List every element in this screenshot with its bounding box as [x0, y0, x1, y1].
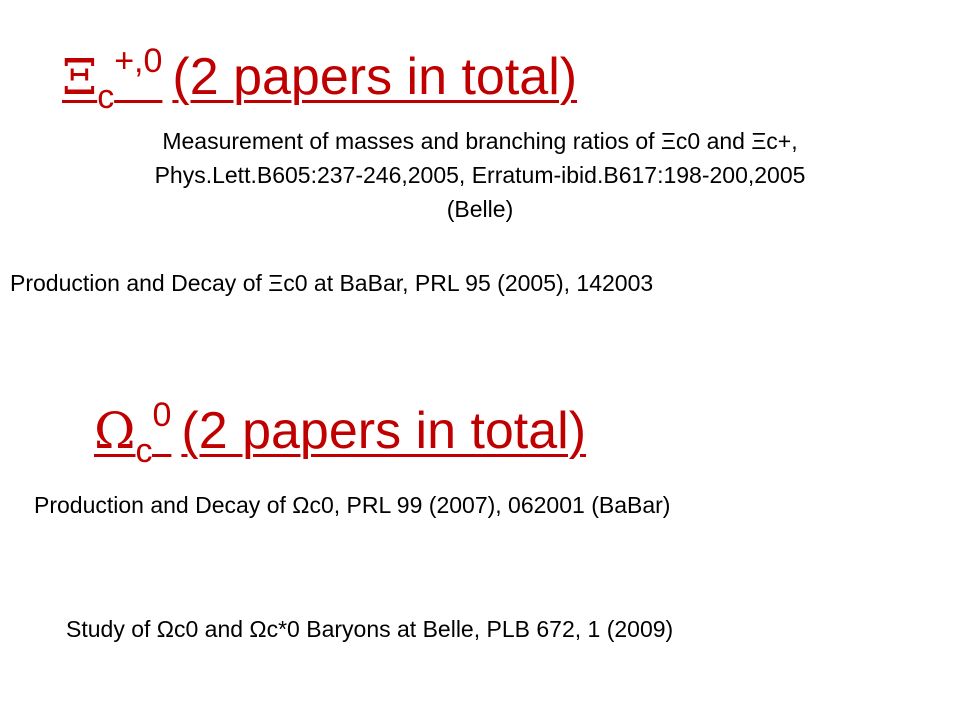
omega-subscript: c	[135, 432, 153, 470]
xi-paper-1-line-1: Measurement of masses and branching ratios of Ξc0 and Ξc+,	[162, 128, 798, 154]
xi-symbol: Ξ	[62, 48, 98, 106]
xi-subscript: c	[97, 78, 115, 116]
xi-paper-2: Production and Decay of Ξc0 at BaBar, PRL 95 (2005), 142003	[10, 270, 654, 296]
omega-paper-2: Study of Ωc0 and Ωc*0 Baryons at Belle, PLB 672, 1 (2009)	[66, 616, 674, 642]
xi-paper-1-line-2: Phys.Lett.B605:237-246,2005, Erratum-ibid.B617:198-200,2005	[154, 162, 806, 188]
xi-heading-text: (2 papers in total)	[172, 48, 578, 106]
omega-symbol: Ω	[94, 402, 136, 460]
omega-heading-text: (2 papers in total)	[181, 402, 587, 460]
omega-section-heading	[94, 398, 586, 468]
xi-superscript: +,0	[114, 42, 163, 80]
xi-paper-1	[0, 124, 960, 226]
omega-superscript: 0	[152, 396, 172, 434]
xi-section-heading	[62, 44, 577, 114]
xi-paper-1-line-3: (Belle)	[446, 196, 514, 222]
omega-paper-1: Production and Decay of Ωc0, PRL 99 (2007), 062001 (BaBar)	[34, 492, 671, 518]
